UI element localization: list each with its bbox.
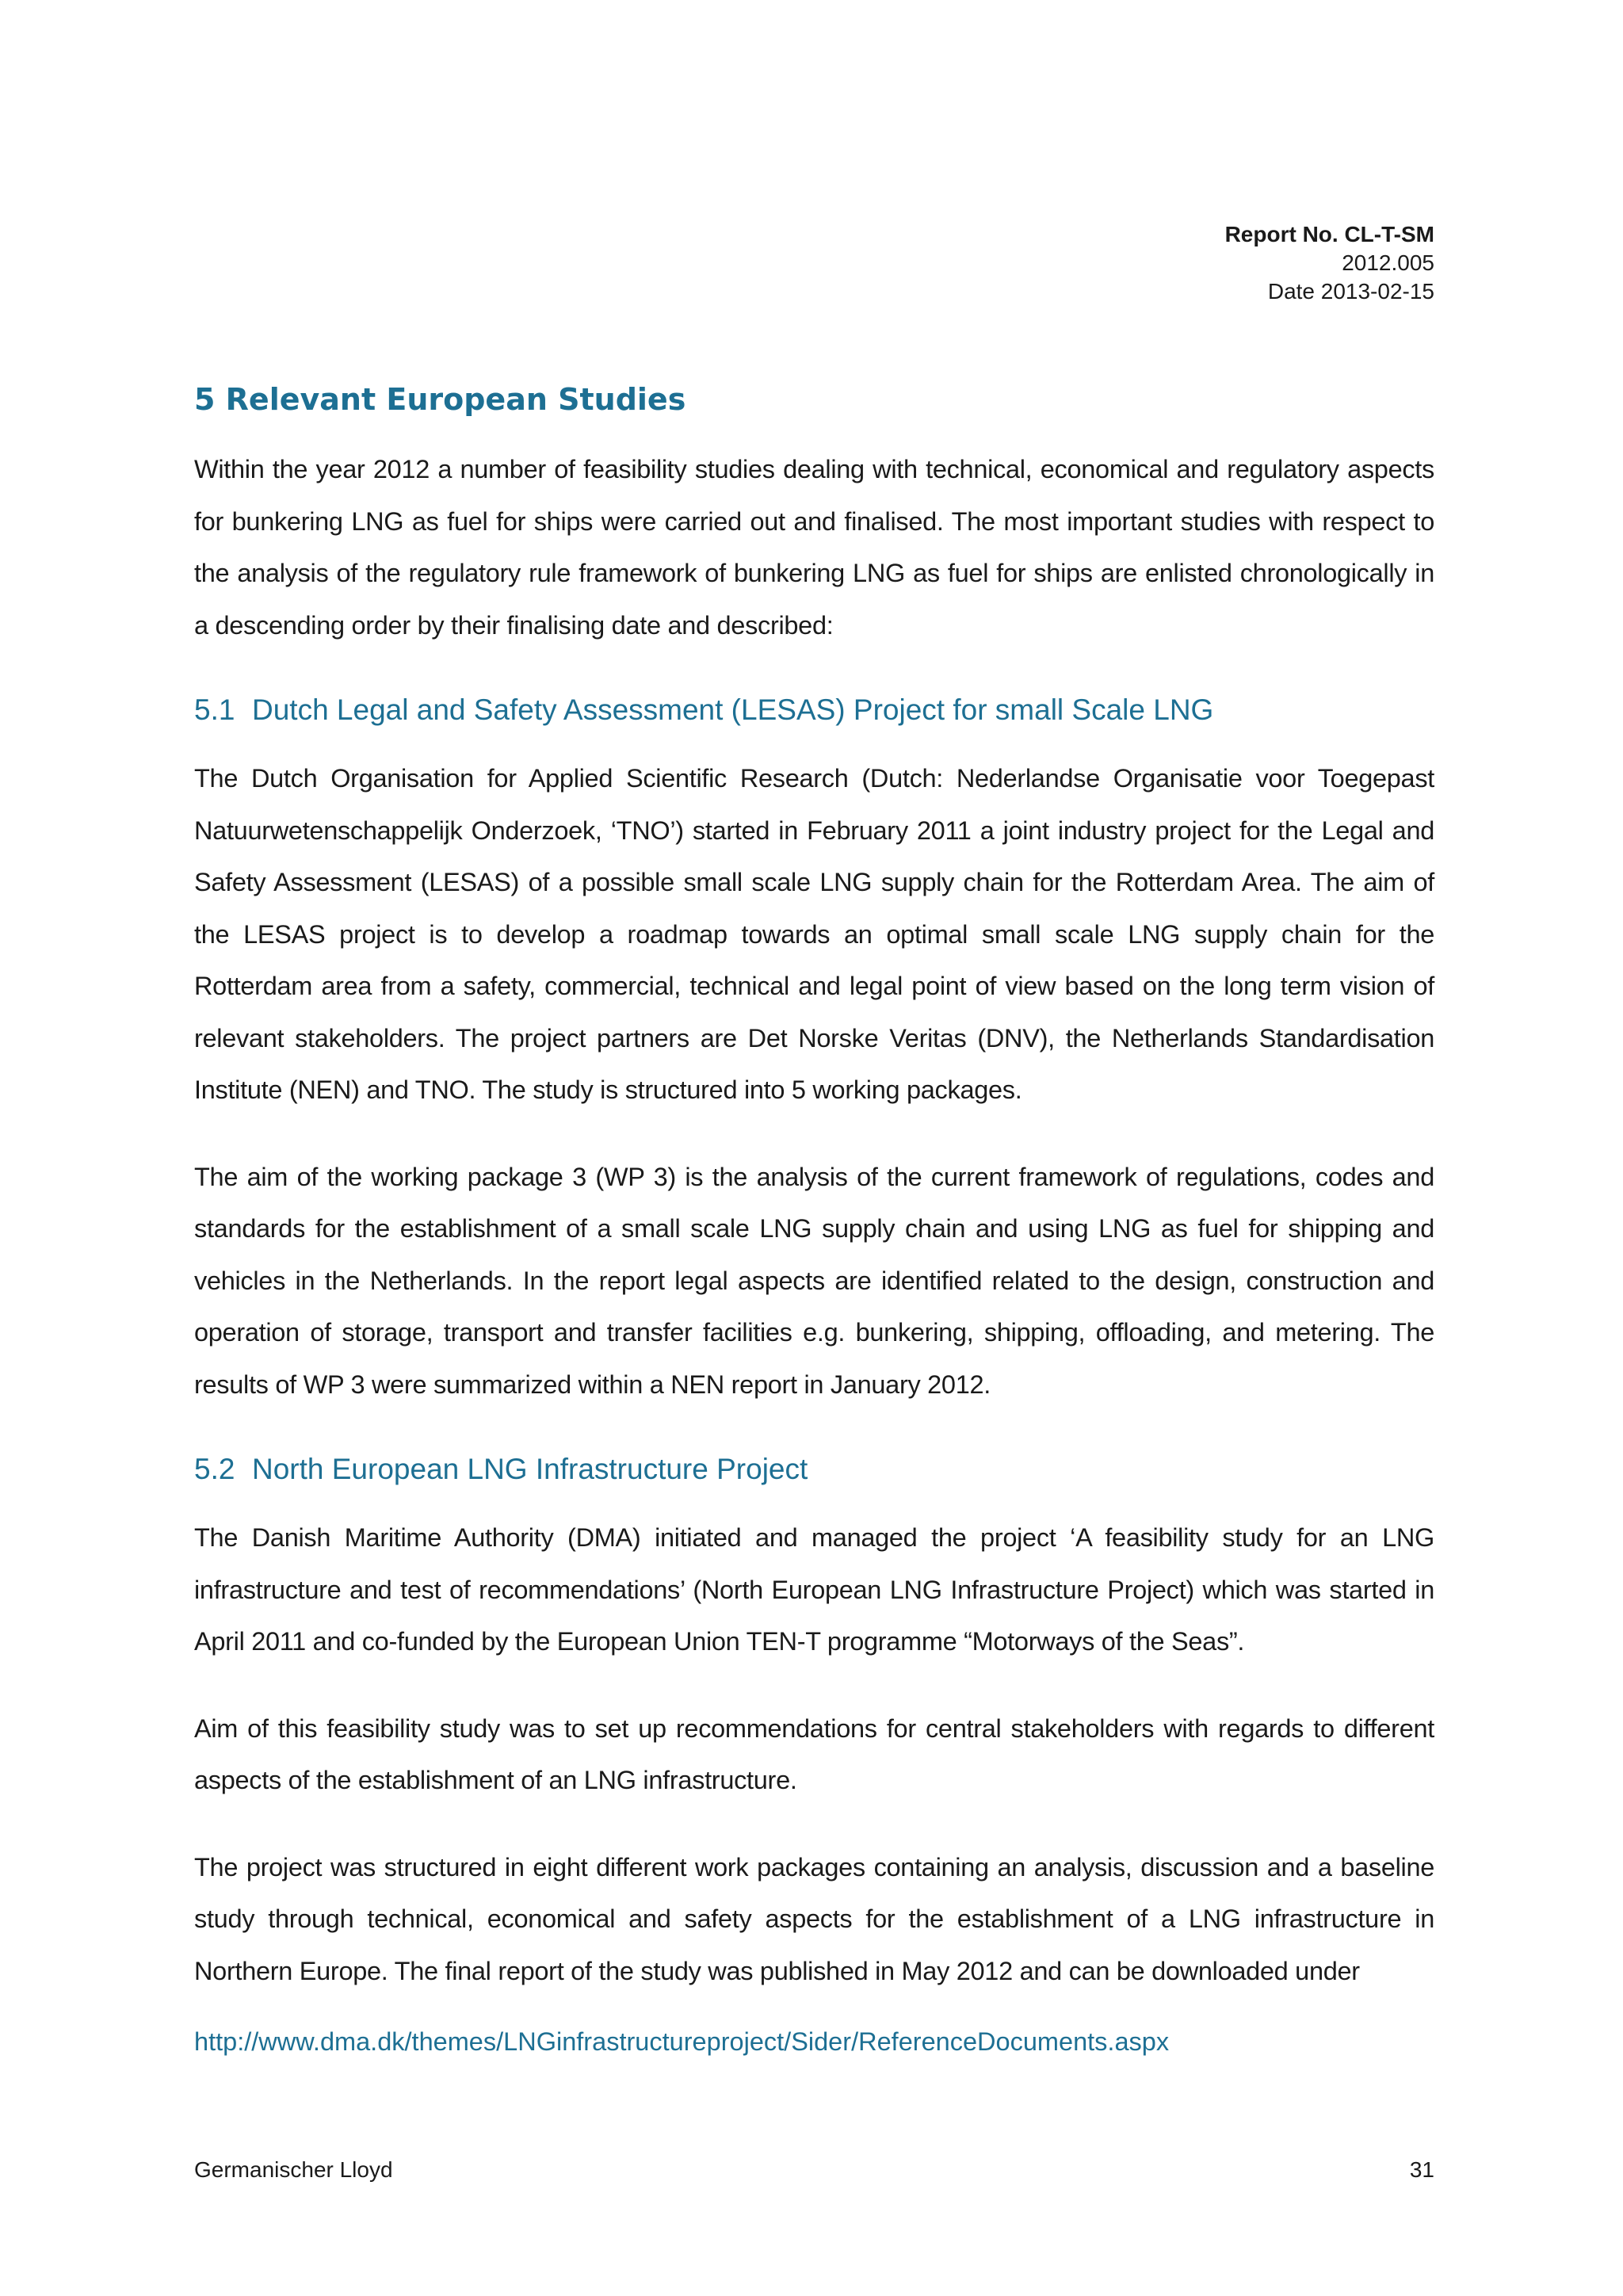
section-5-1-title: Dutch Legal and Safety Assessment (LESAS) Project for small Scale LNG — [252, 693, 1214, 726]
report-number: 2012.005 — [1342, 250, 1434, 275]
page-content — [194, 379, 1434, 2065]
section-5-1-paragraph-2: The aim of the working package 3 (WP 3) is the analysis of the current framework of regulations, codes and standards for the establishment of a small scale LNG supply chain and using LNG as fuel for shipping and vehicles in the Netherlands. In the report legal aspects are identified related to the design, construction and operation of storage, transport and transfer facilities e.g. bunkering, shipping, offloading, and metering. The results of WP 3 were summarized within a NEN report in January 2012. — [194, 1162, 1434, 1399]
section-5-intro: Within the year 2012 a number of feasibility studies dealing with technical, economical and regulatory aspects for bunkering LNG as fuel for ships were carried out and finalised. The most important studies with respect to the analysis of the regulatory rule framework of bunkering LNG as fuel for ships are enlisted chronologically in a descending order by their finalising date and described: — [194, 455, 1434, 640]
section-5-1-heading — [194, 686, 1434, 734]
page-footer — [194, 2156, 1434, 2184]
section-5-title: 5 Relevant European Studies — [194, 382, 686, 417]
section-5-2-number: 5.2 — [194, 1453, 235, 1485]
report-date: Date 2013-02-15 — [1267, 279, 1434, 304]
footer-page-number: 31 — [1409, 2157, 1434, 2182]
section-5-2-title: North European LNG Infrastructure Project — [252, 1453, 808, 1485]
dma-reference-link[interactable]: http://www.dma.dk/themes/LNGinfrastructureproject/Sider/ReferenceDocuments.aspx — [194, 2027, 1170, 2056]
section-5-2-paragraph-1: The Danish Maritime Authority (DMA) initiated and managed the project ‘A feasibility study for an LNG infrastructure and test of recommendations’ (North European LNG Infrastructure Project) which was started in April 2011 and co-funded by the European Union TEN-T programme “Motorways of the Seas”. — [194, 1523, 1434, 1656]
section-5-1-number: 5.1 — [194, 693, 235, 726]
section-5-2-paragraph-2: Aim of this feasibility study was to set up recommendations for central stakeholders with regards to different aspects of the establishment of an LNG infrastructure. — [194, 1713, 1434, 1794]
report-no: Report No. CL-T-SM — [1224, 222, 1434, 246]
section-5-2-heading — [194, 1446, 1434, 1493]
section-5-2-paragraph-3: The project was structured in eight different work packages containing an analysis, discussion and a baseline study through technical, economical and safety aspects for the establishment of a LNG infrastructure in Northern Europe. The final report of the study was published in May 2012 and can be downloaded under — [194, 1852, 1434, 1985]
section-5-1-paragraph-1: The Dutch Organisation for Applied Scientific Research (Dutch: Nederlandse Organisatie voor Toegepast Natuurwetenschappelijk Onderzoek, ‘TNO’) started in February 2011 a joint industry project for the Legal and Safety Assessment (LESAS) of a possible small scale LNG supply chain for the Rotterdam Area. The aim of the LESAS project is to develop a roadmap towards an optimal small scale LNG supply chain for the Rotterdam area from a safety, commercial, technical and legal point of view based on the long term vision of relevant stakeholders. The project partners are Det Norske Veritas (DNV), the Netherlands Standardisation Institute (NEN) and TNO. The study is structured into 5 working packages. — [194, 764, 1434, 1104]
report-header — [1225, 220, 1434, 306]
footer-company: Germanischer Lloyd — [194, 2157, 393, 2182]
